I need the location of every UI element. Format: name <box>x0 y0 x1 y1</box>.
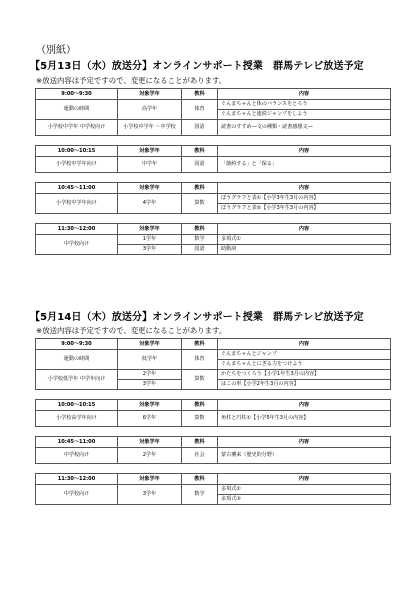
grade-cell: 3学年 <box>118 485 182 505</box>
table-row <box>36 485 391 495</box>
content-cell: 角柱と円柱①【小学5年生3月の内容】 <box>218 411 391 427</box>
content-cell: ぼうグラフと表①【小学3年生3月の内容】 <box>218 194 391 204</box>
time-slot: 11:30〜12:00 <box>36 224 118 235</box>
table-header-row <box>36 224 391 235</box>
header-subject: 教科 <box>182 400 218 411</box>
target-cell: 小学校中学年向け <box>36 194 118 214</box>
grade-cell: 4学年 <box>118 194 182 214</box>
grade-cell: 小学校中学年 〜中学校 <box>118 120 182 136</box>
header-content: 内容 <box>218 89 391 100</box>
grade-cell: 高学年 <box>118 100 182 120</box>
header-grade: 対象学年 <box>118 400 182 411</box>
table-row <box>36 448 391 464</box>
content-cell: ぼうグラフと表②【小学3年生3月の内容】 <box>218 204 391 214</box>
content-cell: 助動詞 <box>218 245 391 255</box>
header-subject: 教科 <box>182 183 218 194</box>
target-cell: 小学校高学年向け <box>36 411 118 427</box>
time-slot: 11:30〜12:00 <box>36 474 118 485</box>
table-header-row <box>36 437 391 448</box>
content-cell: ぐんまちゃんと連続ジャンプをしよう <box>218 110 391 120</box>
header-grade: 対象学年 <box>118 437 182 448</box>
subject-cell: 国語 <box>182 120 218 136</box>
table-row <box>36 157 391 173</box>
grade-cell: 低学年 <box>118 350 182 370</box>
schedule-table <box>35 338 391 505</box>
content-cell: 「節約する」と「保る」 <box>218 157 391 173</box>
table-header-row <box>36 474 391 485</box>
subject-cell: 国語 <box>182 245 218 255</box>
header-subject: 教科 <box>182 474 218 485</box>
subject-cell: 算数 <box>182 194 218 214</box>
header-grade: 対象学年 <box>118 339 182 350</box>
header-subject: 教科 <box>182 146 218 157</box>
content-cell: 蒙古襲来（歴史的分野） <box>218 448 391 464</box>
header-content: 内容 <box>218 146 391 157</box>
subject-cell: 国語 <box>182 157 218 173</box>
header-subject: 教科 <box>182 224 218 235</box>
header-grade: 対象学年 <box>118 474 182 485</box>
subject-cell: 算数 <box>182 411 218 427</box>
target-cell: 中学校向け <box>36 235 118 255</box>
header-grade: 対象学年 <box>118 146 182 157</box>
grade-cell: 2学年 <box>118 370 182 380</box>
header-content: 内容 <box>218 183 391 194</box>
section-title: 【5月14日（木）放送分】オンラインサポート授業 群馬テレビ放送予定 <box>30 312 364 323</box>
time-slot: 9:00〜9:30 <box>36 339 118 350</box>
header-content: 内容 <box>218 339 391 350</box>
target-cell: 小学校中学年 中学校向け <box>36 120 118 136</box>
time-slot: 10:00〜10:15 <box>36 400 118 411</box>
attachment-label: （別紙） <box>36 45 76 56</box>
target-cell: 中学校向け <box>36 485 118 505</box>
content-cell: 多項式② <box>218 485 391 495</box>
header-content: 内容 <box>218 224 391 235</box>
time-slot: 10:45〜11:00 <box>36 183 118 194</box>
subject-cell: 算数 <box>182 370 218 390</box>
table-row <box>36 370 391 380</box>
header-grade: 対象学年 <box>118 183 182 194</box>
table-header-row <box>36 89 391 100</box>
subject-cell: 体育 <box>182 350 218 370</box>
table-row <box>36 194 391 204</box>
content-cell: ぐんまちゃんとジャンプ <box>218 350 391 360</box>
grade-cell: 3学年 <box>118 380 182 390</box>
table-row <box>36 100 391 110</box>
grade-cell: 1学年 <box>118 235 182 245</box>
header-content: 内容 <box>218 400 391 411</box>
header-grade: 対象学年 <box>118 89 182 100</box>
table-row <box>36 411 391 427</box>
section-note: ※放送内容は予定ですので、変更になることがあります。 <box>36 76 227 85</box>
time-slot: 10:00〜10:15 <box>36 146 118 157</box>
grade-cell: 中学年 <box>118 157 182 173</box>
content-cell: 多項式③ <box>218 495 391 505</box>
table-header-row <box>36 183 391 194</box>
header-grade: 対象学年 <box>118 224 182 235</box>
content-cell: ぐんまちゃんとにぎる力をつけよう <box>218 360 391 370</box>
grade-cell: 2学年 <box>118 448 182 464</box>
content-cell: かたちをつくろう【小学1年生3月の内容】 <box>218 370 391 380</box>
table-header-row <box>36 339 391 350</box>
grade-cell: 3学年 <box>118 245 182 255</box>
target-cell: 小学校低学年 中学年向け <box>36 370 118 390</box>
section-title: 【5月13日（水）放送分】オンラインサポート授業 群馬テレビ放送予定 <box>30 61 364 72</box>
target-cell: 運動の時間 <box>36 100 118 120</box>
time-slot: 10:45〜11:00 <box>36 437 118 448</box>
target-cell: 小学校中学年向け <box>36 157 118 173</box>
content-cell: ぐんまちゃんと体のバランスをとろう <box>218 100 391 110</box>
time-slot: 9:00〜9:30 <box>36 89 118 100</box>
content-cell: 読書のすすめ―文の種類・読書感想文― <box>218 120 391 136</box>
target-cell: 運動の時間 <box>36 350 118 370</box>
header-content: 内容 <box>218 437 391 448</box>
content-cell: はこの形【小学2年生3月の内容】 <box>218 380 391 390</box>
table-header-row <box>36 146 391 157</box>
grade-cell: 6学年 <box>118 411 182 427</box>
content-cell: 多項式① <box>218 235 391 245</box>
subject-cell: 社会 <box>182 448 218 464</box>
table-row <box>36 120 391 136</box>
header-content: 内容 <box>218 474 391 485</box>
table-row <box>36 235 391 245</box>
header-subject: 教科 <box>182 437 218 448</box>
subject-cell: 数学 <box>182 485 218 505</box>
table-header-row <box>36 400 391 411</box>
subject-cell: 体育 <box>182 100 218 120</box>
target-cell: 中学校向け <box>36 448 118 464</box>
section-note: ※放送内容は予定ですので、変更になることがあります。 <box>36 326 227 335</box>
subject-cell: 数学 <box>182 235 218 245</box>
header-subject: 教科 <box>182 89 218 100</box>
header-subject: 教科 <box>182 339 218 350</box>
schedule-table <box>35 88 391 255</box>
table-row <box>36 350 391 360</box>
